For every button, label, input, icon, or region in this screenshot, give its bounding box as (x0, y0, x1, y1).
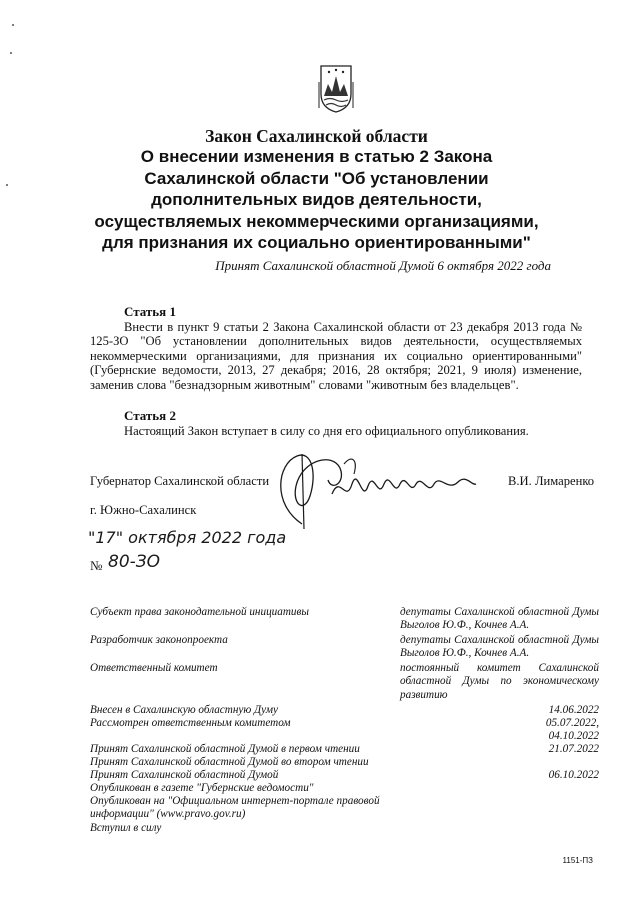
law-title-line: осуществляемых некоммерческими организациями, (94, 211, 539, 231)
history-date: 21.07.2022 (548, 743, 599, 755)
history-date: 04.10.2022 (548, 730, 599, 742)
scan-speck (10, 52, 12, 54)
law-title-line: О внесении изменения в статью 2 Закона (140, 147, 493, 166)
article-2-text: Настоящий Закон вступает в силу со дня его официального опубликования. (124, 424, 529, 438)
history-label: Принят Сахалинской областной Думой в первом чтении (90, 743, 360, 755)
signing-date: "17" октября 2022 года (88, 528, 287, 547)
history-date: 06.10.2022 (548, 769, 599, 781)
law-number-prefix: № (90, 558, 103, 573)
history-label: Внесен в Сахалинскую областную Думу (90, 704, 278, 716)
article-1-text: Внести в пункт 9 статьи 2 Закона Сахалинской области от 23 декабря 2013 года № 125-ЗО "Об установлении дополнительных видов деятельности, осуществляемых некоммерческими организациями, для признания их социально ориентированными" (Губернские ведомости, 2013, 27 декабря; 2016, 28 октября; 2021, 9 июля) изменение, заменив слова "безнадзорным животным" словами "животным без владельцев". (90, 320, 582, 392)
meta-value: постоянный комитет Сахалинской областной Думы по экономическому развитию (400, 662, 599, 701)
handwritten-signature (262, 434, 482, 534)
history-date: 05.07.2022, (545, 717, 599, 729)
law-title-line: Сахалинской области "Об установлении (144, 168, 489, 188)
city: г. Южно-Сахалинск (90, 503, 197, 517)
history-label: Вступил в силу (90, 822, 162, 834)
history-date: 14.06.2022 (548, 704, 599, 716)
meta-label: Ответственный комитет (90, 662, 218, 674)
law-title-line: для признания их социально ориентированными" (102, 233, 531, 253)
adoption-note: Принят Сахалинской областной Думой 6 октября 2022 года (215, 258, 551, 273)
history-label: Принят Сахалинской областной Думой во втором чтении (90, 756, 369, 768)
coat-of-arms-emblem (318, 62, 354, 114)
meta-value: депутаты Сахалинской областной Думы Выголов Ю.Ф., Кочнев А.А. (400, 606, 599, 632)
article-1-heading: Статья 1 (124, 304, 176, 319)
law-number: 80-ЗО (108, 552, 161, 572)
law-title-line: дополнительных видов деятельности, (151, 190, 482, 210)
history-label: информации" (www.pravo.gov.ru) (90, 808, 246, 820)
document-type-heading: Закон Сахалинской области (205, 126, 428, 146)
meta-label: Разработчик законопроекта (90, 634, 228, 646)
history-label: Принят Сахалинской областной Думой (90, 769, 279, 781)
history-label: Опубликован на "Официальном интернет-портале правовой (90, 795, 380, 807)
scan-speck (12, 24, 14, 26)
meta-value: депутаты Сахалинской областной Думы Выголов Ю.Ф., Кочнев А.А. (400, 634, 599, 660)
history-label: Опубликован в газете "Губернские ведомости" (90, 782, 314, 794)
article-2-heading: Статья 2 (124, 408, 176, 423)
history-label: Рассмотрен ответственным комитетом (90, 717, 291, 729)
governor-name: В.И. Лимаренко (508, 474, 595, 488)
governor-position: Губернатор Сахалинской области (90, 474, 270, 488)
footer-code: 1151-ПЗ (562, 856, 593, 865)
law-title (0, 146, 633, 254)
meta-label: Субъект права законодательной инициативы (90, 606, 309, 618)
